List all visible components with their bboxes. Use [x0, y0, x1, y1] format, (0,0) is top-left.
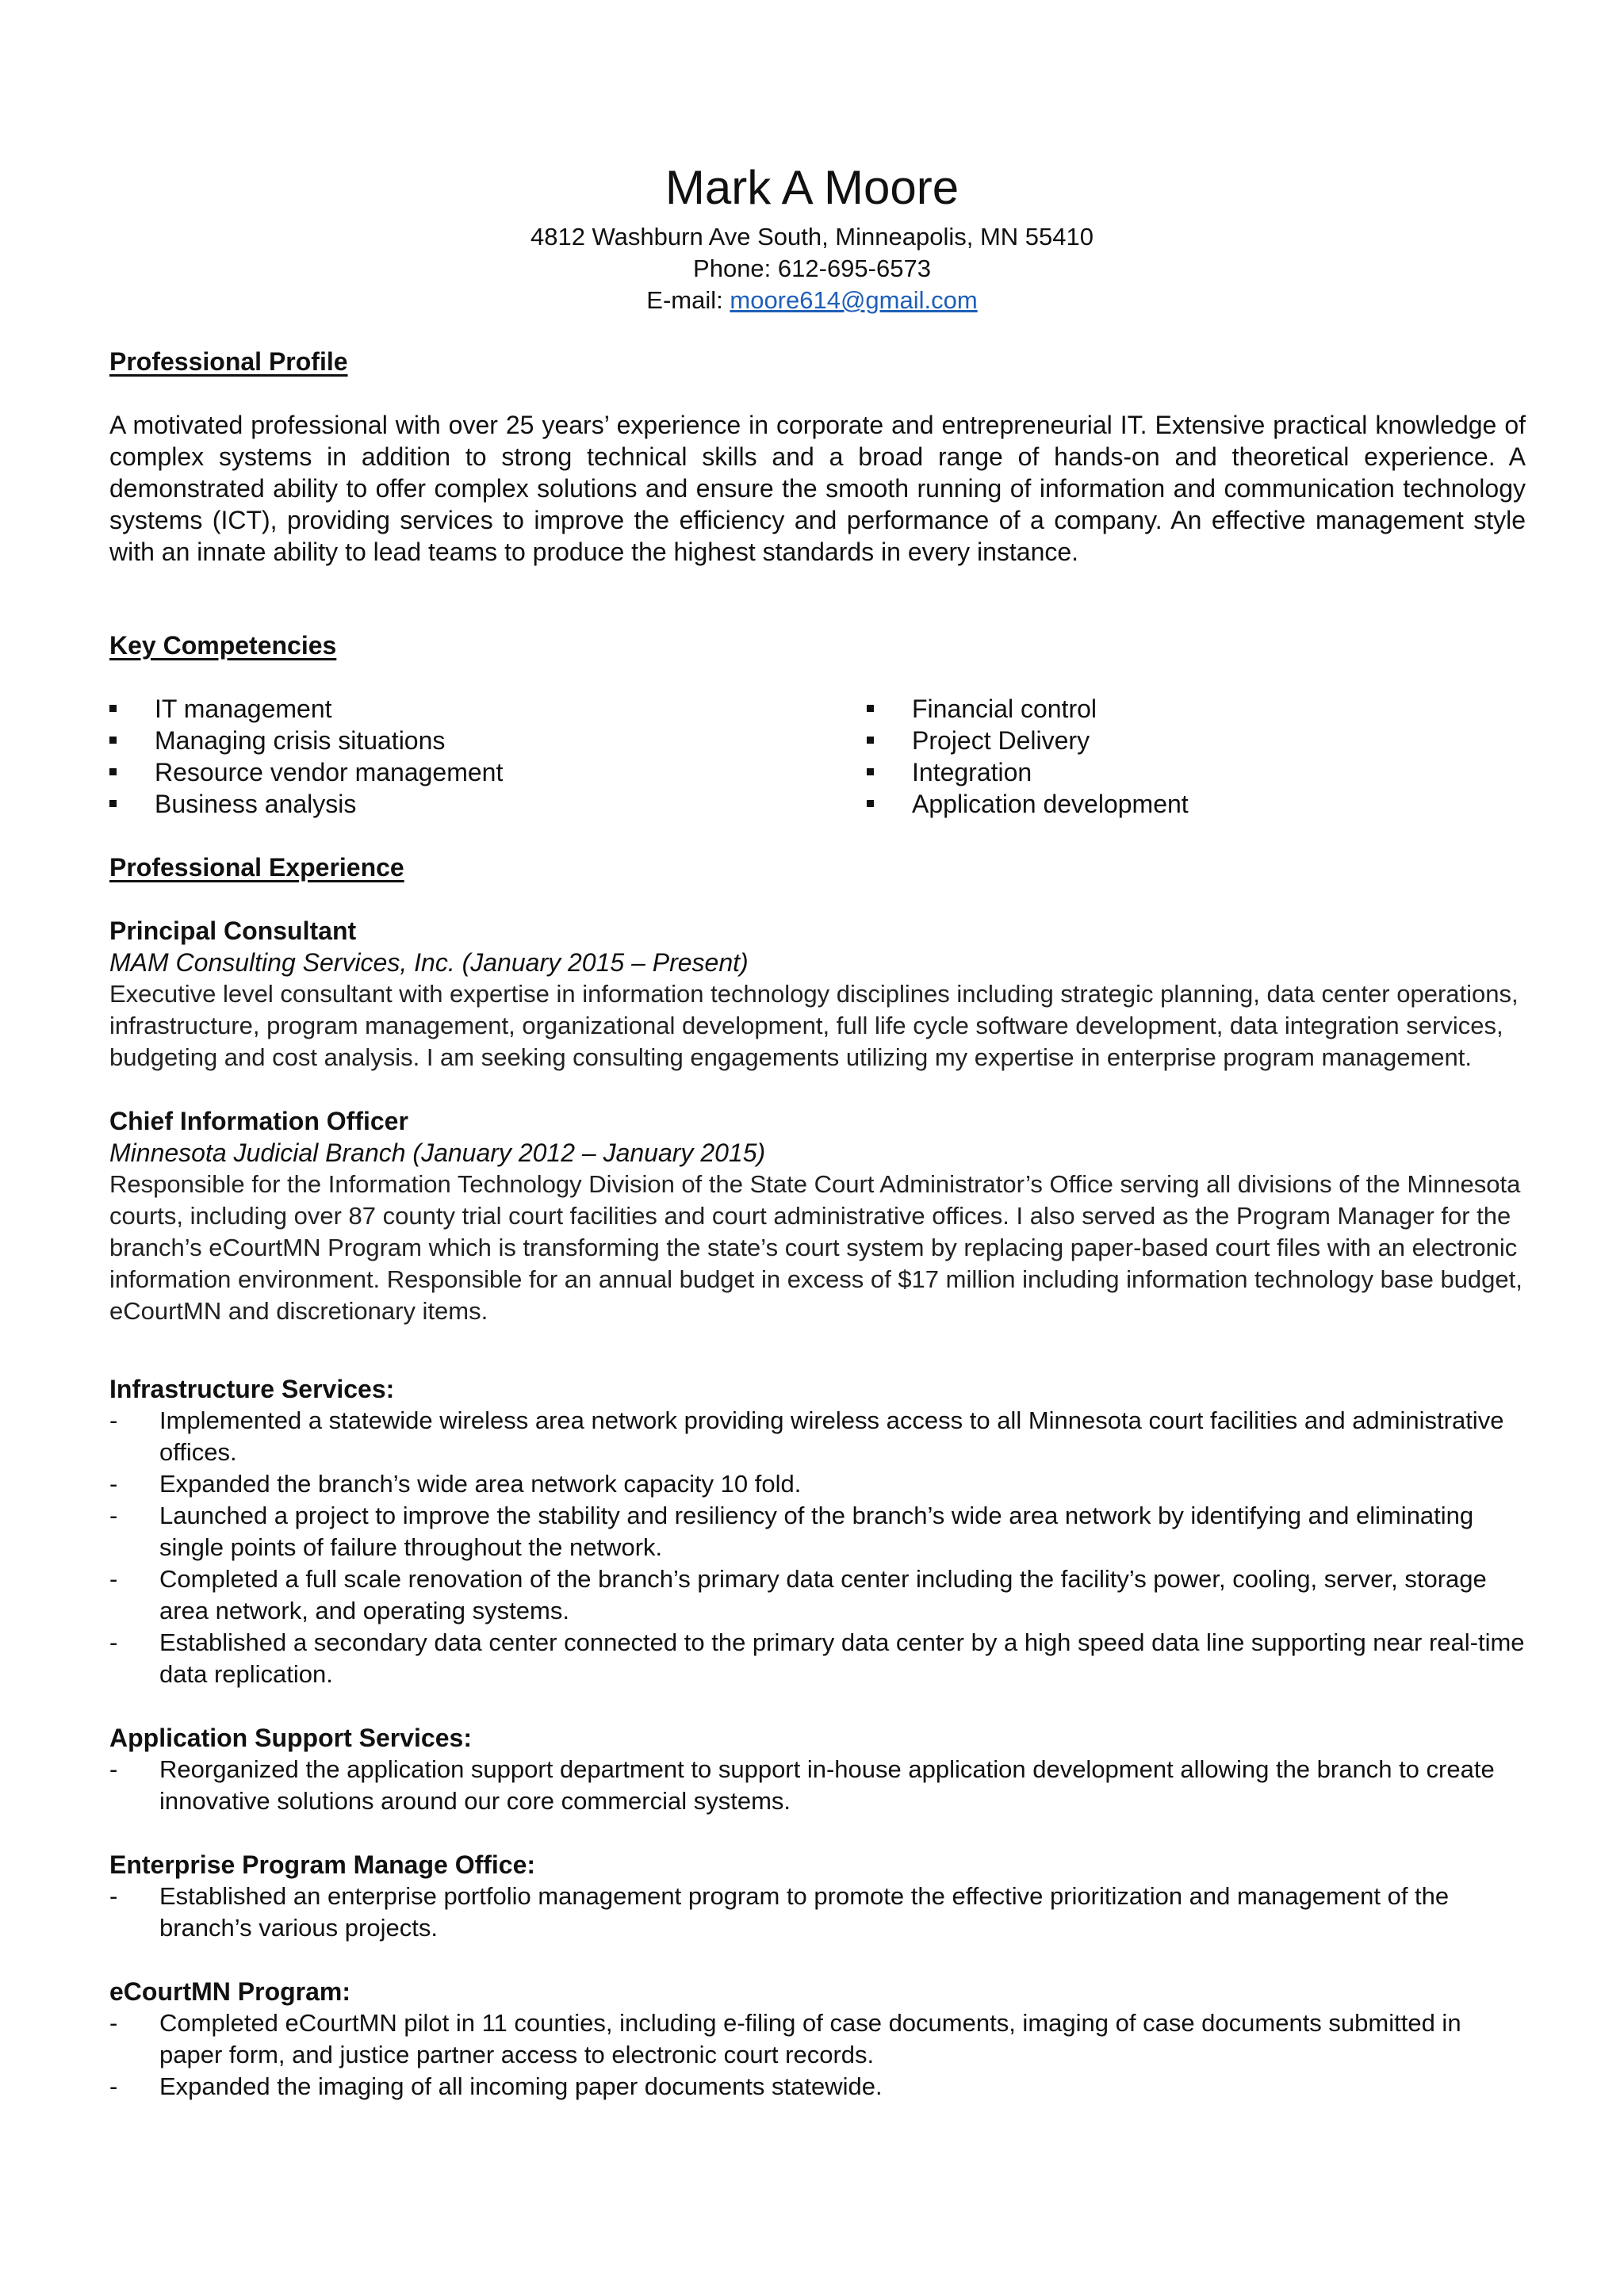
- key-competencies-section: [109, 629, 1526, 820]
- profile-text: A motivated professional with over 25 years’ experience in corporate and entrepreneurial IT. Extensive practical knowledge of complex systems in addition to strong technical skills and a broad range of hands-on and theoretical experience. A demonstrated ability to offer complex solutions and ensure the smooth running of information and communication technology systems (ICT), providing services to improve the efficiency and performance of a company. An effective management style with an innate ability to lead teams to produce the highest standards in every instance.: [109, 411, 1526, 566]
- competencies-columns: [109, 693, 1526, 820]
- achievement-item: - Established an enterprise portfolio management program to promote the effective prioritization and management of the branch’s various projects.: [109, 1881, 1526, 1944]
- ecourtmn-program: [109, 1976, 1526, 2103]
- job-entry: [109, 1105, 1526, 1327]
- email-line: [0, 285, 1624, 316]
- achievement-list: [109, 1754, 1526, 1817]
- professional-experience-section: [109, 851, 1526, 2103]
- achievement-item: - Expanded the imaging of all incoming paper documents statewide.: [109, 2071, 1526, 2103]
- job-entry: [109, 915, 1526, 1073]
- subsection-title: Infrastructure Services:: [109, 1375, 395, 1403]
- achievement-list: [109, 1881, 1526, 1944]
- email-link[interactable]: moore614@gmail.com: [730, 286, 978, 314]
- competency-item: IT management: [109, 693, 867, 725]
- job-title: Chief Information Officer: [109, 1107, 408, 1135]
- competencies-right-list: [867, 693, 1189, 820]
- competencies-title: Key Competencies: [109, 631, 337, 660]
- subsection-title: eCourtMN Program:: [109, 1977, 351, 2006]
- competency-item: Managing crisis situations: [109, 725, 867, 756]
- phone: Phone: 612-695-6573: [693, 254, 931, 282]
- enterprise-program-office: [109, 1849, 1526, 1944]
- achievement-list: [109, 2007, 1526, 2103]
- achievement-item: - Completed eCourtMN pilot in 11 counties, including e-filing of case documents, imaging of case documents submitted in paper form, and justice partner access to electronic court records.: [109, 2007, 1526, 2071]
- job-organization: MAM Consulting Services, Inc. (January 2015 – Present): [109, 948, 749, 977]
- competency-item: Business analysis: [109, 788, 867, 820]
- competency-item: Integration: [867, 756, 1189, 788]
- achievement-item: - Completed a full scale renovation of the branch’s primary data center including the facility’s power, cooling, server, storage area network, and operating systems.: [109, 1563, 1526, 1627]
- competency-item: Project Delivery: [867, 725, 1189, 756]
- achievement-item: - Expanded the branch’s wide area network capacity 10 fold.: [109, 1468, 1526, 1500]
- subsection-title: Enterprise Program Manage Office:: [109, 1850, 536, 1879]
- job-title: Principal Consultant: [109, 916, 357, 945]
- address: 4812 Washburn Ave South, Minneapolis, MN 55410: [530, 223, 1094, 251]
- achievement-item: - Implemented a statewide wireless area network providing wireless access to all Minnesota court facilities and administrative offices.: [109, 1405, 1526, 1468]
- infrastructure-services: [109, 1373, 1526, 1690]
- professional-profile-section: [109, 346, 1526, 568]
- achievement-item: - Reorganized the application support department to support in-house application development allowing the branch to create innovative solutions around our core commercial systems.: [109, 1754, 1526, 1817]
- job-organization: Minnesota Judicial Branch (January 2012 – January 2015): [109, 1138, 766, 1167]
- competency-item: Financial control: [867, 693, 1189, 725]
- job-description: Executive level consultant with expertise in information technology disciplines including strategic planning, data center operations, infrastructure, program management, organizational development, full life cycle software development, data integration services, budgeting and cost analysis. I am seeking consulting engagements utilizing my expertise in enterprise program management.: [109, 980, 1519, 1071]
- resume-header: [0, 155, 1624, 316]
- subsection-title: Application Support Services:: [109, 1724, 472, 1752]
- email-label: E-mail:: [646, 286, 730, 314]
- achievement-item: - Launched a project to improve the stability and resiliency of the branch’s wide area network by identifying and eliminating single points of failure throughout the network.: [109, 1500, 1526, 1563]
- competencies-left-list: [109, 693, 867, 820]
- competency-item: Resource vendor management: [109, 756, 867, 788]
- achievement-list: [109, 1405, 1526, 1690]
- job-description: Responsible for the Information Technology Division of the State Court Administrator’s Office serving all divisions of the Minnesota courts, including over 87 county trial court facilities and court administrative offices. I also served as the Program Manager for the branch’s eCourtMN Program which is transforming the state’s court system by replacing paper-based court files with an electronic information environment. Responsible for an annual budget in excess of $17 million including information technology base budget, eCourtMN and discretionary items.: [109, 1170, 1522, 1325]
- profile-title: Professional Profile: [109, 347, 348, 376]
- candidate-name: Mark A Moore: [665, 161, 959, 214]
- achievement-item: - Established a secondary data center connected to the primary data center by a high speed data line supporting near real-time data replication.: [109, 1627, 1526, 1690]
- competency-item: Application development: [867, 788, 1189, 820]
- application-support-services: [109, 1722, 1526, 1817]
- experience-title: Professional Experience: [109, 853, 404, 882]
